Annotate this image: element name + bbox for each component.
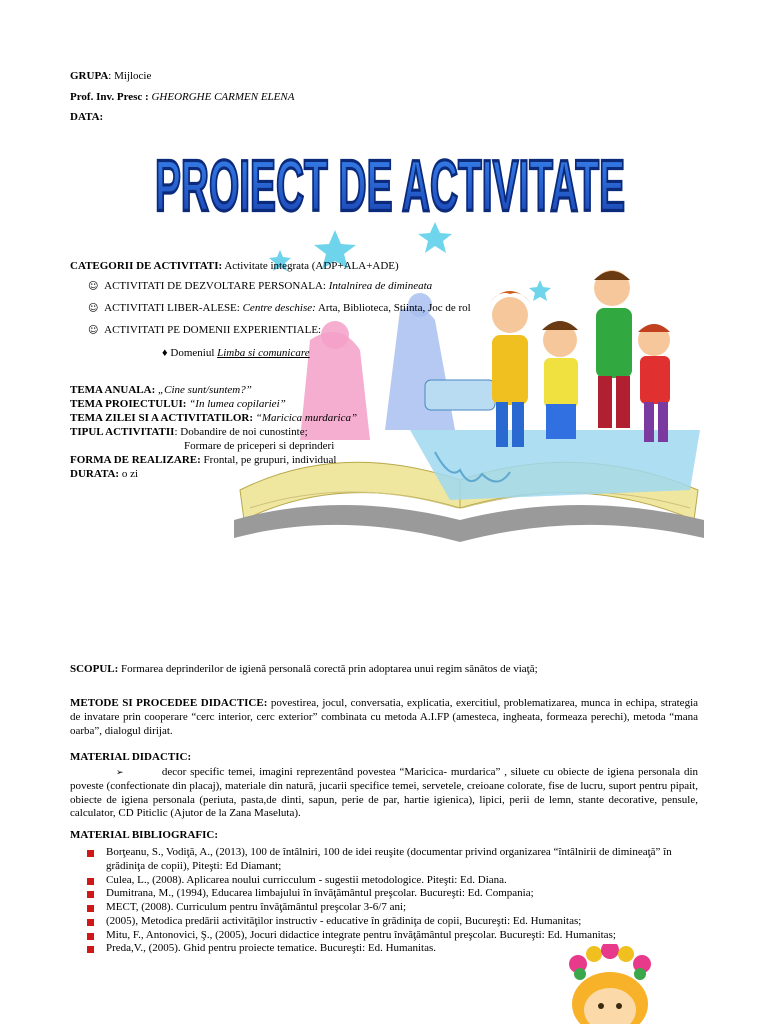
forma-label: FORMA DE REALIZARE:	[70, 454, 201, 466]
list-item-text: Borţeanu, S., Vodiţă, A., (2013), 100 de întâlniri, 100 de idei reuşite (documentar privind organizarea “întâlnirii de dimineaţă” în grădiniţa de copii), Piteşti: Ed Diamant;	[106, 846, 672, 872]
data-label: DATA:	[70, 111, 104, 123]
grupa-label: GRUPA	[70, 70, 109, 82]
list-item-text: (2005), Metodica predării activităţilor instructiv - educative în grădiniţa de copii, Bucureşti: Ed. Humanitas;	[106, 914, 582, 927]
page-title: PROIECT DE ACTIVITATE	[154, 145, 625, 226]
square-bullet-icon	[87, 933, 94, 940]
square-bullet-icon	[87, 946, 94, 953]
prof-label: Prof. Inv. Presc :	[70, 91, 149, 103]
list-item-text: Dumitrana, M., (1994), Educarea limbajului în învăţământul preşcolar. Bucureşti: Ed. Compania;	[106, 887, 534, 900]
grupa-value: : Mijlocie	[108, 70, 152, 82]
list-item	[88, 324, 321, 338]
list-item-label: ACTIVITATI DE DEZVOLTARE PERSONALA:	[104, 280, 326, 292]
list-item	[70, 887, 700, 901]
tema-zilei-row	[70, 412, 357, 426]
tema-anuala-row	[70, 384, 252, 398]
list-item-rest: Arta, Biblioteca, Stiinta, Joc de rol	[317, 302, 471, 314]
tipul-row-2	[184, 440, 334, 454]
forma-row	[70, 454, 336, 468]
tema-zilei-value: “Maricica murdarica”	[255, 412, 358, 424]
scopul-value: Formarea deprinderilor de igienă personală corectă prin adoptarea unui regim sănătos de viaţă;	[121, 663, 538, 675]
tipul-value-2: Formare de priceperi si deprinderi	[184, 440, 335, 452]
tema-proiect-row	[70, 398, 286, 412]
material-heading	[70, 751, 698, 765]
smiley-bullet-icon: ☺	[88, 281, 99, 292]
categorii-label: CATEGORII DE ACTIVITATI:	[70, 260, 223, 272]
metode-paragraph	[70, 697, 698, 738]
material-value: decor specific temei, imagini reprezentând povestea “Maricica- murdarica” , siluete cu obiecte de igiena personala din poveste (confectionate din placaj), materiale din natură, jucarii specifice temei, servetele, creioane colorate, fise de lucru, suport pentru pipait, obiecte de igiena personala (periuta, pasta,de dinti, sapun, perie de par, hartie igienica), lipici, perii de lemn, stante decorative, pensule, calculator, CD Piticlic (Ajutor de la Zana Maseluta).	[70, 766, 698, 820]
categorii-line	[70, 260, 399, 274]
kids-washing-book-illustration	[220, 190, 720, 590]
domeniu-value: Limba si comunicare	[217, 347, 310, 359]
diamond-bullet-icon: ♦	[162, 347, 168, 359]
smiley-bullet-icon: ☺	[88, 303, 99, 314]
list-item-text: Preda,V., (2005). Ghid pentru proiecte tematice. Bucureşti: Ed. Humanitas.	[106, 942, 437, 955]
list-item	[70, 874, 700, 888]
list-item-label: ACTIVITATI LIBER-ALESE:	[104, 302, 240, 314]
durata-value: o zi	[121, 468, 139, 480]
tema-anuala-value: „Cine sunt/suntem?”	[158, 384, 252, 396]
list-item	[70, 929, 700, 943]
arrow-bullet-icon: ➢	[116, 768, 124, 778]
tipul-value-1: : Dobandire de noi cunostinte;	[174, 426, 308, 438]
scopul-label: SCOPUL:	[70, 663, 119, 675]
material-paragraph	[70, 766, 698, 821]
square-bullet-icon	[87, 878, 94, 885]
smiley-bullet-icon: ☺	[88, 325, 99, 336]
list-item	[88, 280, 432, 294]
list-item-italic: Intalnirea de dimineata	[328, 280, 433, 292]
list-item-italic: Centre deschise:	[242, 302, 316, 314]
categorii-value: Activitate integrata (ADP+ALA+ADE)	[224, 260, 399, 272]
bibliografie-list	[70, 846, 700, 956]
list-item-text: MECT, (2008). Curriculum pentru învăţământul preşcolar 3-6/7 ani;	[106, 901, 407, 913]
prof-value: GHEORGHE CARMEN ELENA	[151, 91, 295, 103]
material-label: MATERIAL DIDACTIC:	[70, 751, 192, 763]
tipul-row	[70, 426, 308, 440]
tipul-label: TIPUL ACTIVITATII	[70, 426, 175, 438]
durata-row	[70, 468, 138, 482]
metode-label: METODE SI PROCEDEE DIDACTICE:	[70, 697, 268, 709]
list-item-label: ACTIVITATI PE DOMENII EXPERIENTIALE:	[104, 324, 322, 336]
bibliografie-heading	[70, 829, 698, 843]
scopul-paragraph	[70, 663, 698, 677]
tema-proiect-label: TEMA PROIECTULUI:	[70, 398, 187, 410]
prof-line	[70, 91, 294, 105]
list-item	[88, 302, 471, 316]
title-wordart	[140, 138, 640, 230]
flower-girl-illustration	[560, 944, 660, 1024]
list-item	[70, 915, 700, 929]
domeniu-prefix: Domeniul	[170, 347, 215, 359]
tema-anuala-label: TEMA ANUALA:	[70, 384, 156, 396]
forma-value: Frontal, pe grupuri, individual	[203, 454, 337, 466]
list-item-text: Culea, L., (2008). Aplicarea noului curricculum - sugestii metodologice. Piteşti: Ed. Diana.	[106, 873, 507, 886]
square-bullet-icon	[87, 905, 94, 912]
list-item-text: Mitu, F., Antonovici, Ş., (2005), Jocuri didactice integrate pentru învăţământul preşcolar. Bucureşti: Ed. Humanitas;	[106, 928, 616, 941]
list-item	[70, 846, 700, 874]
square-bullet-icon	[87, 919, 94, 926]
grupa-line	[70, 70, 151, 84]
tema-proiect-value: “In lumea copilariei”	[189, 398, 286, 410]
bibliografie-label: MATERIAL BIBLIOGRAFIC:	[70, 829, 219, 841]
tema-zilei-label: TEMA ZILEI SI A ACTIVITATILOR:	[70, 412, 253, 424]
list-item	[70, 901, 700, 915]
square-bullet-icon	[87, 850, 94, 857]
domeniu-line	[162, 347, 310, 361]
square-bullet-icon	[87, 891, 94, 898]
metode-value: povestirea, jocul, conversatia, explicatia, exercitiul, problematizarea, munca in echipa, strategia de invatare prin cooperare “cerc interior, cerc exterior” combinata cu metoda A.I.FP (amesteca, ingheata, formeaza perechi), metoda “mana oarba”, dialogul dirijat.	[70, 697, 699, 737]
durata-label: DURATA:	[70, 468, 120, 480]
data-line	[70, 111, 103, 125]
